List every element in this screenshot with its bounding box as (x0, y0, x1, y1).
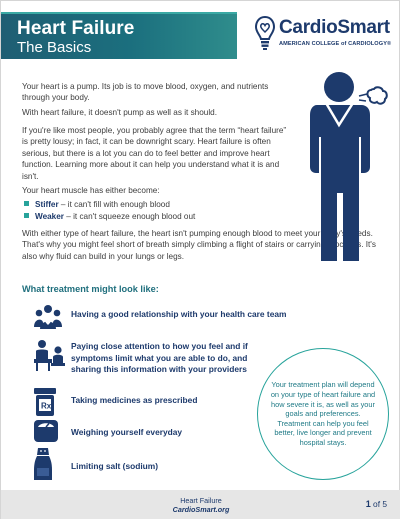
treatment-label: Limiting salt (sodium) (71, 461, 159, 471)
footer-title: Heart Failure (180, 496, 222, 505)
treatment-heading: What treatment might look like: (22, 284, 159, 294)
bullet-text: – it can't squeeze enough blood out (63, 212, 196, 221)
bullet-text: – it can't fill with enough blood (58, 200, 170, 209)
bullet-square-icon (24, 213, 29, 218)
page-footer (1, 490, 400, 519)
scale-icon (34, 416, 58, 442)
logo-name: CardioSmart (279, 17, 390, 38)
bullet-bold: Weaker (35, 212, 64, 221)
footer-site: CardioSmart.org (172, 505, 230, 514)
page-title: Heart Failure (17, 18, 135, 39)
logo-subtitle: AMERICAN COLLEGE of CARDIOLOGY® (279, 41, 392, 47)
treatment-label: Paying close attention to how you feel and if symptoms limit what you are able to do, and sharing this information with your providers (71, 341, 248, 374)
page-number (366, 499, 387, 509)
treatment-label: Weighing yourself everyday (71, 427, 183, 437)
page-subtitle: The Basics (17, 39, 92, 56)
pump-paragraph: With heart failure, it doesn't pump as well as it should. (22, 108, 217, 117)
bullet-weaker (24, 212, 195, 221)
bullet-square-icon (24, 201, 29, 206)
bullet-bold: Stiffer (35, 200, 59, 209)
page-current: 1 (365, 499, 371, 509)
treatment-label: Taking medicines as prescribed (71, 395, 198, 405)
prescription-bottle-icon (34, 388, 56, 416)
bullet-stiffer (24, 200, 170, 209)
treatment-callout-circle (257, 348, 389, 480)
short-of-breath-person-icon (297, 65, 389, 265)
cardiosmart-logo (254, 15, 392, 55)
page-total: of 5 (370, 499, 387, 509)
muscle-paragraph: Your heart muscle has either become: (22, 186, 160, 195)
treatment-label: Having a good relationship with your health care team (71, 309, 287, 319)
intro-paragraph: Your heart is a pump. Its job is to move blood, oxygen, and nutrients through your body. (22, 82, 269, 103)
treatment-callout-text: Your treatment plan will depend on your type of heart failure and how severe it is, as well as your goals and preferences. Treatment can help you feel better, live longer and prevent hospital stays. (270, 380, 376, 447)
doctor-patient-icon (34, 339, 66, 371)
salt-shaker-icon (34, 448, 52, 480)
svg-text:Rx: Rx (41, 401, 52, 411)
header-banner (1, 12, 237, 59)
lightbulb-heart-icon (254, 15, 276, 51)
explanation-paragraph: If you're like most people, you probably agree that the term “heart failure” is pretty lousy; in fact, it can be downright scary. Heart failure is often serious, but there is a lot you can do to feel better and improve heart function. Learning more about it can help you understand what it is and isn't. (22, 126, 287, 181)
needs-paragraph: With either type of heart failure, the heart isn't pumping enough blood to meet your body's needs. That's why you might feel short of breath simply climbing a flight of stairs or carrying groceries. It's also why fluid can build in your lungs or legs. (22, 229, 376, 261)
care-team-icon (34, 303, 62, 329)
